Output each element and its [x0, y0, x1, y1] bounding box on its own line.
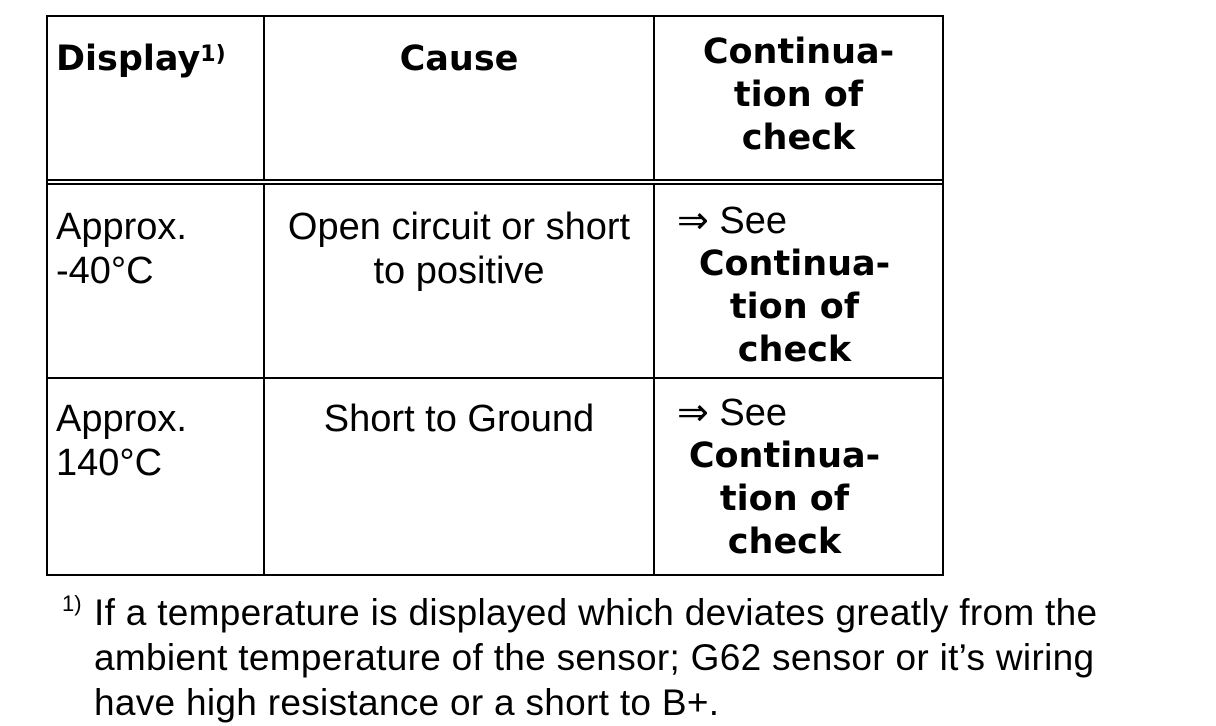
- display-line: Approx.: [56, 206, 187, 248]
- cause-line: Short to Ground: [323, 398, 595, 440]
- cause-line: Open circuit or short: [287, 206, 631, 248]
- continuation-line: Continua-: [698, 244, 891, 284]
- display-cell: [48, 377, 265, 574]
- footnote-mark: 1): [62, 591, 82, 616]
- header-continuation-line: check: [741, 118, 856, 158]
- see-reference: ⇒ See: [677, 200, 788, 242]
- display-line: Approx.: [56, 398, 187, 440]
- header-continuation-line: Continua-: [702, 32, 895, 72]
- footnote-line: have high resistance or a short to B+.: [94, 682, 720, 723]
- header-display: [48, 17, 265, 179]
- header-cause-label: Cause: [399, 39, 519, 79]
- table-row: [48, 183, 942, 379]
- header-display-label: Display: [56, 39, 201, 79]
- header-continuation-line: tion of: [733, 75, 864, 115]
- table-row: [48, 377, 942, 574]
- cause-cell: [265, 185, 655, 377]
- continuation-line: tion of: [719, 479, 850, 519]
- table-header-row: [48, 17, 942, 181]
- continuation-line: check: [737, 330, 852, 370]
- continuation-line: tion of: [729, 287, 860, 327]
- diagnostic-table: [46, 15, 944, 576]
- continuation-cell: [655, 185, 942, 377]
- continuation-line: Continua-: [688, 436, 881, 476]
- continuation-line: check: [727, 522, 842, 562]
- footnote-line: ambient temperature of the sensor; G62 sensor or it’s wiring: [94, 637, 1095, 678]
- continuation-cell: [655, 377, 942, 574]
- display-line: 140°C: [56, 442, 163, 484]
- footnote-reference: 1): [200, 42, 226, 67]
- see-reference: ⇒ See: [677, 392, 788, 434]
- footnote-line: If a temperature is displayed which deviates greatly from the: [94, 592, 1098, 633]
- header-continuation: [655, 17, 942, 179]
- header-cause: [265, 17, 655, 179]
- cause-cell: [265, 377, 655, 574]
- display-cell: [48, 185, 265, 377]
- display-line: -40°C: [56, 250, 154, 292]
- footnote: [62, 590, 1172, 725]
- footnote-text: [94, 590, 1172, 725]
- cause-line: to positive: [373, 250, 545, 292]
